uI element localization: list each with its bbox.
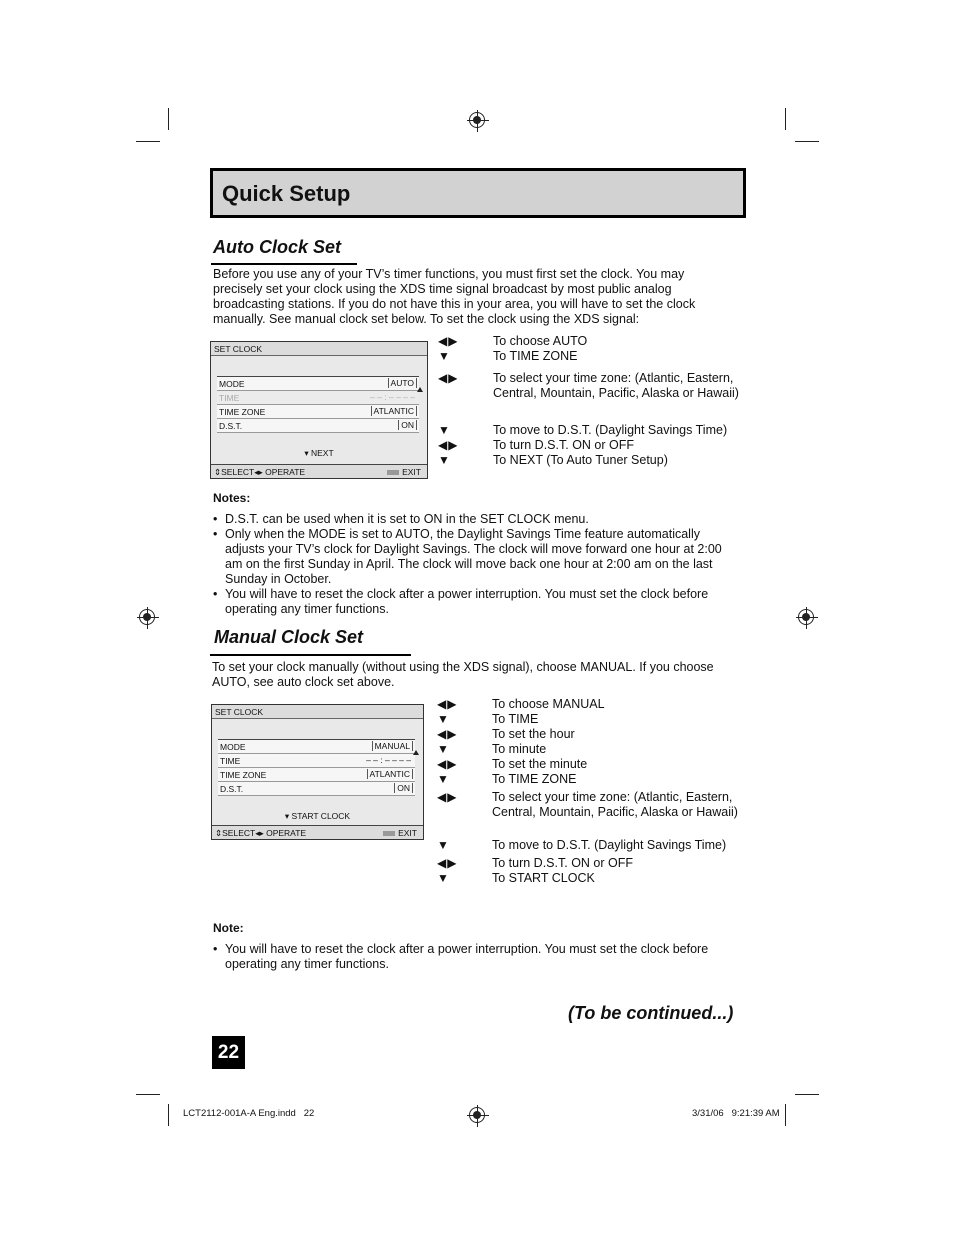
page-header xyxy=(210,168,746,218)
down-arrow-icon: ▼ xyxy=(438,423,451,437)
arrow-keys-icon: ◀▶ xyxy=(437,856,458,870)
auto-notes-list xyxy=(213,512,733,617)
down-arrow-icon: ▼ xyxy=(437,772,450,786)
crop-mark xyxy=(795,141,819,142)
step-item: ▼ To START CLOCK xyxy=(437,871,595,885)
arrow-keys-icon: ◀▶ xyxy=(438,334,459,348)
step-item: ◀▶ To select your time zone: (Atlantic, Eastern, Central, Mountain, Pacific, Alaska or Hawaii) xyxy=(437,790,738,819)
arrow-keys-icon: ◀▶ xyxy=(438,371,459,385)
auto-intro: Before you use any of your TV’s timer functions, you must first set the clock. You may precisely set your clock using the XDS time signal broadcast by most public analog broadcasting stations. If you do not have this in your area, you will have to set the clock manually. See manual clock set below. To set the clock using the XDS signal: xyxy=(213,267,696,326)
menu-footer-select: ⇕SELECT◂▸ OPERATE xyxy=(214,467,306,477)
down-arrow-icon: ▼ xyxy=(437,838,450,852)
manual-set-clock-menu xyxy=(211,704,424,840)
menu-next-label: ▾ NEXT xyxy=(304,448,334,458)
auto-section-title: Auto Clock Set xyxy=(213,237,342,257)
arrow-keys-icon: ◀▶ xyxy=(437,757,458,771)
note-item: • Only when the MODE is set to AUTO, the Daylight Savings Time feature automatically adjusts your TV’s clock for Daylight Savings. The clock will move forward one hour at 2:00 am on the first Sunday in April. The clock will move back one hour at 2:00 am on the last Sunday in October. xyxy=(213,527,733,587)
note-item: • D.S.T. can be used when it is set to ON in the SET CLOCK menu. xyxy=(213,512,733,527)
manual-steps xyxy=(437,697,742,886)
menu-footer-exit: EXIT xyxy=(402,467,421,477)
crop-mark xyxy=(795,1094,819,1095)
manual-notes-list xyxy=(213,942,733,972)
crop-mark xyxy=(136,141,160,142)
arrow-keys-icon: ◀▶ xyxy=(437,697,458,711)
arrow-keys-icon: ◀▶ xyxy=(438,438,459,452)
arrow-keys-icon: ◀▶ xyxy=(437,790,458,804)
crop-mark xyxy=(168,108,169,130)
cursor-icon xyxy=(417,387,423,392)
section-rule xyxy=(210,654,411,656)
menu-row-mode: MODE AUTO xyxy=(217,377,419,391)
registration-mark-icon xyxy=(469,1107,485,1123)
down-arrow-icon: ▼ xyxy=(438,453,451,467)
menu-row-time: TIME – – : – – – – xyxy=(217,391,419,405)
menu-row-time-zone: TIME ZONE ATLANTIC xyxy=(218,768,415,782)
registration-mark-icon xyxy=(139,609,155,625)
menu-row-dst: D.S.T. ON xyxy=(218,782,415,796)
step-item: ▼ To TIME ZONE xyxy=(438,349,578,363)
manual-intro: To set your clock manually (without using the XDS signal), choose MANUAL. If you choose AUTO, see auto clock set above. xyxy=(212,660,714,689)
footer-timestamp: 3/31/06 9:21:39 AM xyxy=(692,1108,780,1119)
auto-steps xyxy=(438,334,743,468)
menu-footer-select: ⇕SELECT◂▸ OPERATE xyxy=(215,828,307,838)
step-item: ▼ To minute xyxy=(437,742,547,756)
crop-mark xyxy=(136,1094,160,1095)
menu-row-time-zone: TIME ZONE ATLANTIC xyxy=(217,405,419,419)
menu-row-dst: D.S.T. ON xyxy=(217,419,419,433)
section-rule xyxy=(211,263,357,265)
notes-heading: Notes: xyxy=(213,491,251,505)
page-number: 22 xyxy=(212,1036,245,1069)
page-title: Quick Setup xyxy=(222,181,351,206)
step-item: ▼ To move to D.S.T. (Daylight Savings Time) xyxy=(437,838,727,852)
menu-title: SET CLOCK xyxy=(214,344,263,354)
step-item: ▼ To move to D.S.T. (Daylight Savings Time) xyxy=(438,423,728,437)
menu-start-clock-label: ▾ START CLOCK xyxy=(284,811,351,821)
step-item: ◀▶ To set the minute xyxy=(437,757,588,771)
menu-button-icon xyxy=(387,470,399,475)
cursor-icon xyxy=(413,750,419,755)
crop-mark xyxy=(785,108,786,130)
down-arrow-icon: ▼ xyxy=(437,712,450,726)
menu-title: SET CLOCK xyxy=(215,707,264,717)
crop-mark xyxy=(168,1104,169,1126)
note-heading: Note: xyxy=(213,921,244,935)
step-item: ◀▶ To choose MANUAL xyxy=(437,697,605,711)
note-item: • You will have to reset the clock after a power interruption. You must set the clock before operating any timer functions. xyxy=(213,942,733,972)
step-item: ◀▶ To select your time zone: (Atlantic, Eastern, Central, Mountain, Pacific, Alaska or Hawaii) xyxy=(438,371,739,400)
menu-row-mode: MODE MANUAL xyxy=(218,740,415,754)
down-arrow-icon: ▼ xyxy=(437,871,450,885)
step-item: ▼ To TIME ZONE xyxy=(437,772,577,786)
step-item: ◀▶ To turn D.S.T. ON or OFF xyxy=(438,438,634,452)
manual-section-title: Manual Clock Set xyxy=(214,627,364,647)
menu-footer-exit: EXIT xyxy=(398,828,417,838)
menu-row-time: TIME – – : – – – – xyxy=(218,754,415,768)
footer-file-info: LCT2112-001A-A Eng.indd 22 xyxy=(183,1108,315,1119)
note-item: • You will have to reset the clock after a power interruption. You must set the clock before operating any timer functions. xyxy=(213,587,733,617)
arrow-keys-icon: ◀▶ xyxy=(437,727,458,741)
menu-button-icon xyxy=(383,831,395,836)
step-item: ◀▶ To turn D.S.T. ON or OFF xyxy=(437,856,633,870)
auto-set-clock-menu xyxy=(210,341,428,479)
registration-mark-icon xyxy=(469,112,485,128)
continued-label: (To be continued...) xyxy=(568,1003,734,1023)
down-arrow-icon: ▼ xyxy=(437,742,450,756)
down-arrow-icon: ▼ xyxy=(438,349,451,363)
crop-mark xyxy=(785,1104,786,1126)
step-item: ◀▶ To set the hour xyxy=(437,727,575,741)
registration-mark-icon xyxy=(798,609,814,625)
menu-rows xyxy=(217,376,419,433)
step-item: ▼ To NEXT (To Auto Tuner Setup) xyxy=(438,453,668,467)
menu-rows xyxy=(218,739,415,796)
step-item: ◀▶ To choose AUTO xyxy=(438,334,588,348)
step-item: ▼ To TIME xyxy=(437,712,539,726)
